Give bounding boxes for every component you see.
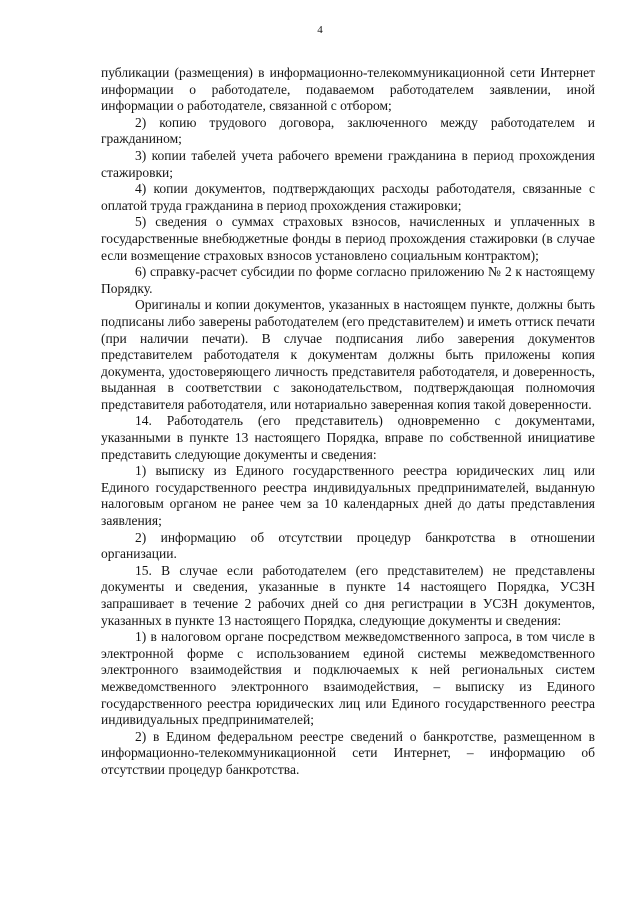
paragraph-continuation: публикации (размещения) в информационно-телекоммуникационной сети Интернет информации о работодателе, подаваемом работодателем заявлении, иной информации о работодателе, связанной с отбором;	[101, 65, 595, 114]
list-item-2: 2) копию трудового договора, заключенного между работодателем и гражданином;	[101, 114, 595, 147]
page-number: 4	[317, 24, 323, 36]
clause-15-item-2: 2) в Едином федеральном реестре сведений о банкротстве, размещенном в информационно-телекоммуникационной сети Интернет, – информацию об отсутствии процедур банкротства.	[101, 728, 595, 777]
list-item-5: 5) сведения о суммах страховых взносов, начисленных и уплаченных в государственные внебюджетные фонды в период прохождения стажировки (в случае если возмещение страховых взносов установлено социальным контрактом);	[101, 214, 595, 263]
clause-14: 14. Работодатель (его представитель) одновременно с документами, указанными в пункте 13 настоящего Порядка, вправе по собственной инициативе представить следующие документы и сведения:	[101, 413, 595, 462]
document-body	[101, 65, 595, 779]
clause-15: 15. В случае если работодателем (его представителем) не представлены документы и сведения, указанные в пункте 14 настоящего Порядка, УСЗН запрашивает в течение 2 рабочих дней со дня регистрации в УСЗН документов, указанных в пункте 13 настоящего Порядка, следующие документы и сведения:	[101, 562, 595, 628]
clause-14-item-1: 1) выписку из Единого государственного реестра юридических лиц или Единого государственного реестра индивидуальных предпринимателей, выданную налоговым органом не ранее чем за 10 календарных дней до даты представления заявления;	[101, 463, 595, 529]
list-item-6: 6) справку-расчет субсидии по форме согласно приложению № 2 к настоящему Порядку.	[101, 264, 595, 296]
clause-14-item-2: 2) информацию об отсутствии процедур банкротства в отношении организации.	[101, 529, 595, 562]
clause-15-item-1: 1) в налоговом органе посредством межведомственного запроса, в том числе в электронной форме с использованием единой системы межведомственного электронного взаимодействия и подключаемых к ней региональных систем межведомственного электронного взаимодействия, – выписку из Единого государственного реестра юридических лиц или Единого государственного реестра индивидуальных предпринимателей;	[101, 629, 595, 728]
list-item-3: 3) копии табелей учета рабочего времени гражданина в период прохождения стажировки;	[101, 147, 595, 180]
list-item-4: 4) копии документов, подтверждающих расходы работодателя, связанные с оплатой труда гражданина в период прохождения стажировки;	[101, 181, 595, 213]
paragraph-originals: Оригиналы и копии документов, указанных в настоящем пункте, должны быть подписаны либо заверены работодателем (его представителем) и иметь оттиск печати (при наличии печати). В случае подписания либо заверения документов представителем работодателя к документам должны быть приложены копия документа, удостоверяющего личность представителя работодателя, и доверенность, выданная в соответствии с законодательством, подтверждающая полномочия представителя работодателя, или нотариально заверенная копия такой доверенности.	[101, 297, 595, 412]
